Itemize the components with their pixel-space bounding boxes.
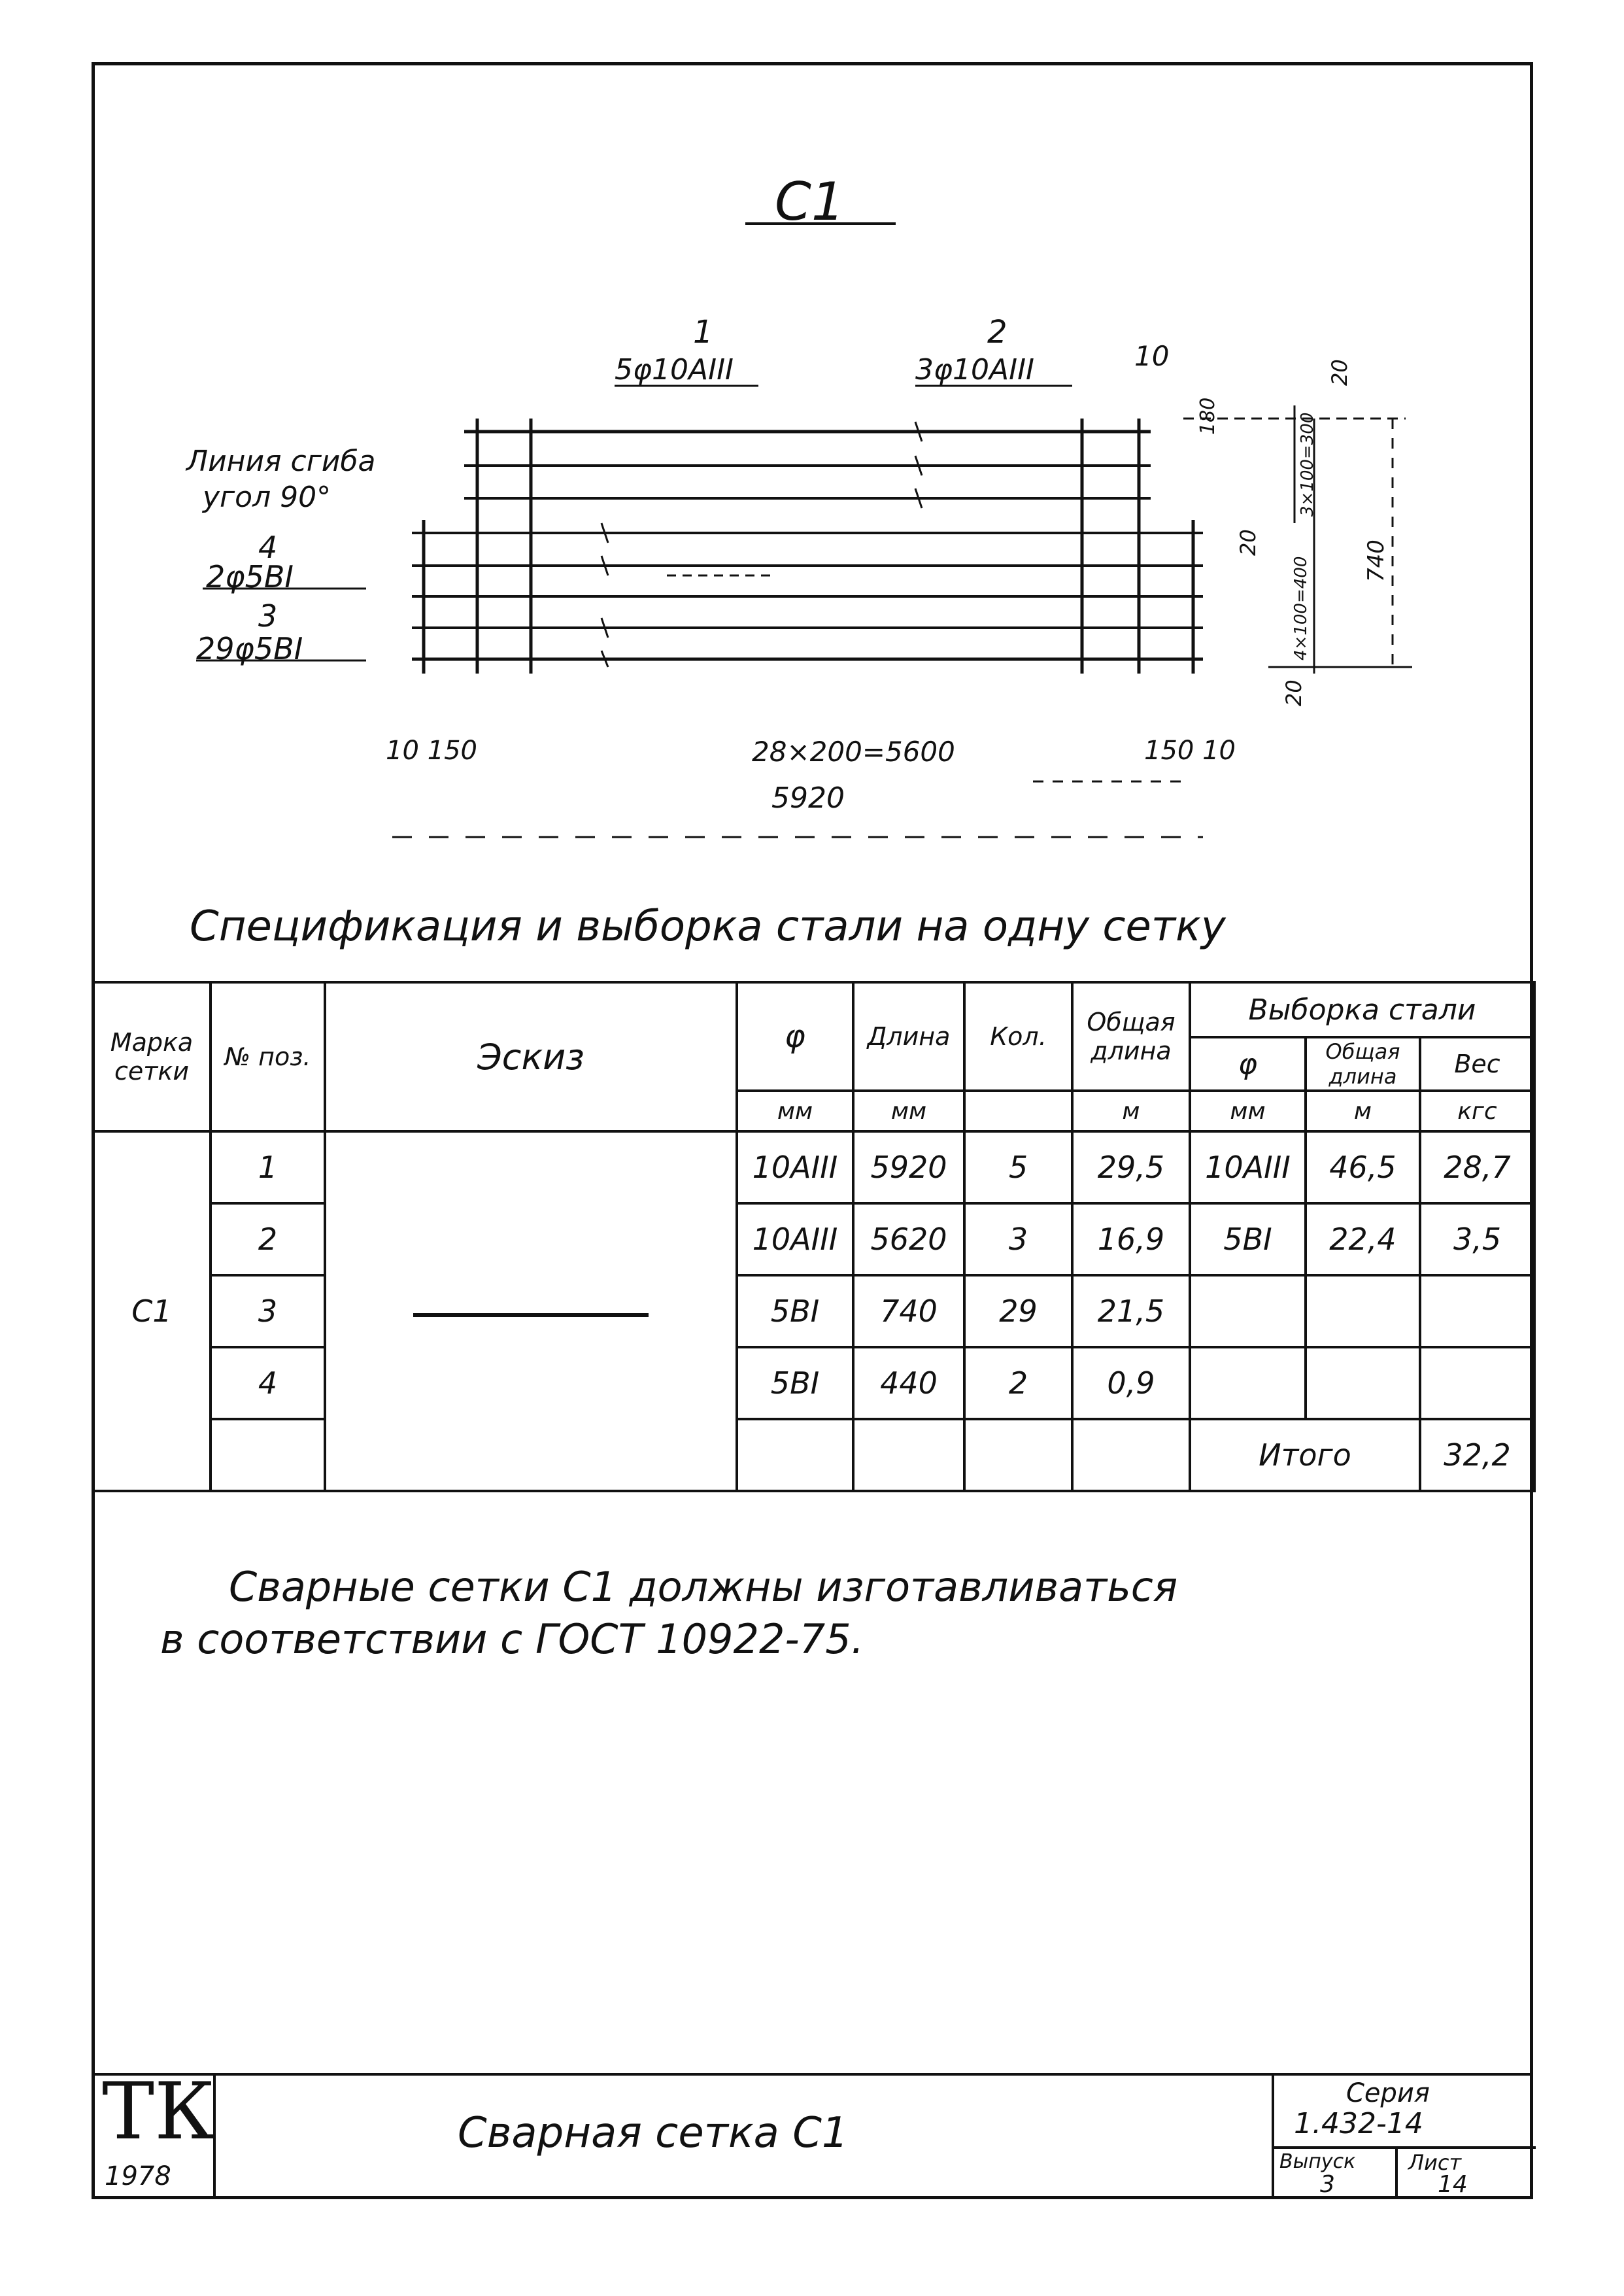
row-weight: 3,5 bbox=[1420, 1203, 1534, 1275]
issue-label: Выпуск bbox=[1279, 2150, 1356, 2173]
dim-right: 150 10 bbox=[1144, 736, 1236, 766]
th-sel-diam: φ bbox=[1190, 1037, 1306, 1091]
dim-total: 5920 bbox=[771, 781, 845, 815]
mark-value: С1 bbox=[93, 1131, 211, 1491]
row-pos: 2 bbox=[211, 1203, 325, 1275]
series-value: 1.432-14 bbox=[1294, 2107, 1423, 2140]
tk-box bbox=[92, 2066, 216, 2199]
spec-title: Спецификация и выборка стали на одну сетку bbox=[190, 902, 1226, 951]
unit-sel-total: м bbox=[1306, 1091, 1420, 1131]
sheet-label: Лист bbox=[1408, 2150, 1462, 2175]
th-weight: Вес bbox=[1420, 1037, 1534, 1091]
row-total: 21,5 bbox=[1072, 1275, 1190, 1347]
dim-middle: 28×200=5600 bbox=[752, 736, 955, 768]
th-diam: φ bbox=[737, 982, 853, 1091]
unit-diam: мм bbox=[737, 1091, 853, 1131]
row-sel-total: 46,5 bbox=[1306, 1131, 1420, 1203]
row-diam: 10АIII bbox=[737, 1131, 853, 1203]
th-mark: Марка сетки bbox=[93, 982, 211, 1131]
th-selection: Выборка стали bbox=[1190, 982, 1534, 1037]
row-qty: 5 bbox=[964, 1131, 1072, 1203]
bend-label-2: угол 90° bbox=[203, 481, 331, 514]
row-sel-diam: 10АIII bbox=[1190, 1131, 1306, 1203]
table-row bbox=[93, 1131, 1534, 1203]
pos2-spec: 3φ10АIII bbox=[915, 353, 1035, 386]
vdim-180: 180 bbox=[1196, 397, 1219, 435]
row-qty: 29 bbox=[964, 1275, 1072, 1347]
th-pos: № поз. bbox=[211, 982, 325, 1131]
spec-table bbox=[92, 981, 1536, 1492]
sketch-bar bbox=[413, 1309, 649, 1322]
total-label: Итого bbox=[1190, 1419, 1420, 1491]
th-sel-total: Общая длина bbox=[1306, 1037, 1420, 1091]
row-weight bbox=[1420, 1275, 1534, 1347]
row-total: 29,5 bbox=[1072, 1131, 1190, 1203]
unit-weight: кгс bbox=[1420, 1091, 1534, 1131]
row-diam: 5ВI bbox=[737, 1275, 853, 1347]
th-length: Длина bbox=[853, 982, 964, 1091]
stamp-name: Сварная сетка С1 bbox=[458, 2109, 849, 2157]
row-pos: 4 bbox=[211, 1347, 325, 1419]
row-sel-diam: 5ВI bbox=[1190, 1203, 1306, 1275]
sheet-value: 14 bbox=[1438, 2171, 1468, 2198]
row-qty: 3 bbox=[964, 1203, 1072, 1275]
row-sel-total bbox=[1306, 1275, 1420, 1347]
dim-top-right: 10 bbox=[1134, 340, 1170, 372]
unit-total-len: м bbox=[1072, 1091, 1190, 1131]
vdim-740: 740 bbox=[1363, 540, 1389, 582]
row-length: 440 bbox=[853, 1347, 964, 1419]
note-line-2: в соответствии с ГОСТ 10922-75. bbox=[160, 1615, 864, 1663]
row-qty: 2 bbox=[964, 1347, 1072, 1419]
unit-length: мм bbox=[853, 1091, 964, 1131]
table-row bbox=[93, 1347, 1534, 1419]
series-box bbox=[1272, 2073, 1533, 2199]
row-sel-total bbox=[1306, 1347, 1420, 1419]
row-length: 5620 bbox=[853, 1203, 964, 1275]
row-length: 5920 bbox=[853, 1131, 964, 1203]
note-line-1: Сварные сетки С1 должны изготавливаться bbox=[229, 1563, 1178, 1611]
row-total: 16,9 bbox=[1072, 1203, 1190, 1275]
row-weight: 28,7 bbox=[1420, 1131, 1534, 1203]
pos3-spec: 29φ5ВI bbox=[196, 631, 303, 666]
pos1-number: 1 bbox=[693, 314, 713, 351]
row-sel-diam bbox=[1190, 1347, 1306, 1419]
pos2-number: 2 bbox=[987, 314, 1007, 351]
row-pos: 3 bbox=[211, 1275, 325, 1347]
th-sketch: Эскиз bbox=[325, 982, 737, 1131]
row-length: 740 bbox=[853, 1275, 964, 1347]
th-qty: Кол. bbox=[964, 982, 1072, 1091]
pos4-number: 4 bbox=[258, 530, 278, 565]
table-row bbox=[93, 1275, 1534, 1347]
vdim-20-mid: 20 bbox=[1236, 529, 1260, 556]
vdim-mid: 4×100=400 bbox=[1291, 556, 1311, 660]
total-value: 32,2 bbox=[1420, 1419, 1534, 1491]
drawing-title: С1 bbox=[775, 171, 845, 232]
title-block bbox=[92, 2066, 1533, 2199]
row-sel-diam bbox=[1190, 1275, 1306, 1347]
pos1-spec: 5φ10АIII bbox=[615, 353, 734, 386]
row-diam: 10АIII bbox=[737, 1203, 853, 1275]
vdim-20-bot: 20 bbox=[1281, 679, 1306, 706]
table-row bbox=[93, 1203, 1534, 1275]
row-weight bbox=[1420, 1347, 1534, 1419]
vdim-top: 3×100=300 bbox=[1298, 412, 1317, 517]
vdim-20-top: 20 bbox=[1327, 359, 1352, 386]
sketch-cell bbox=[325, 1131, 737, 1491]
unit-sel-diam: мм bbox=[1190, 1091, 1306, 1131]
table-row bbox=[93, 1419, 1534, 1491]
th-total-len: Общая длина bbox=[1072, 982, 1190, 1091]
row-pos: 1 bbox=[211, 1131, 325, 1203]
dim-left: 10 150 bbox=[386, 736, 477, 766]
row-total: 0,9 bbox=[1072, 1347, 1190, 1419]
issue-value: 3 bbox=[1320, 2171, 1335, 2198]
row-sel-total: 22,4 bbox=[1306, 1203, 1420, 1275]
row-diam: 5ВI bbox=[737, 1347, 853, 1419]
bend-label-1: Линия сгиба bbox=[186, 445, 376, 478]
tk-year: 1978 bbox=[105, 2161, 171, 2191]
pos4-spec: 2φ5ВI bbox=[206, 559, 294, 594]
tk-logo: ТК bbox=[102, 2066, 215, 2157]
series-label: Серия bbox=[1346, 2078, 1430, 2108]
pos3-number: 3 bbox=[258, 598, 278, 634]
